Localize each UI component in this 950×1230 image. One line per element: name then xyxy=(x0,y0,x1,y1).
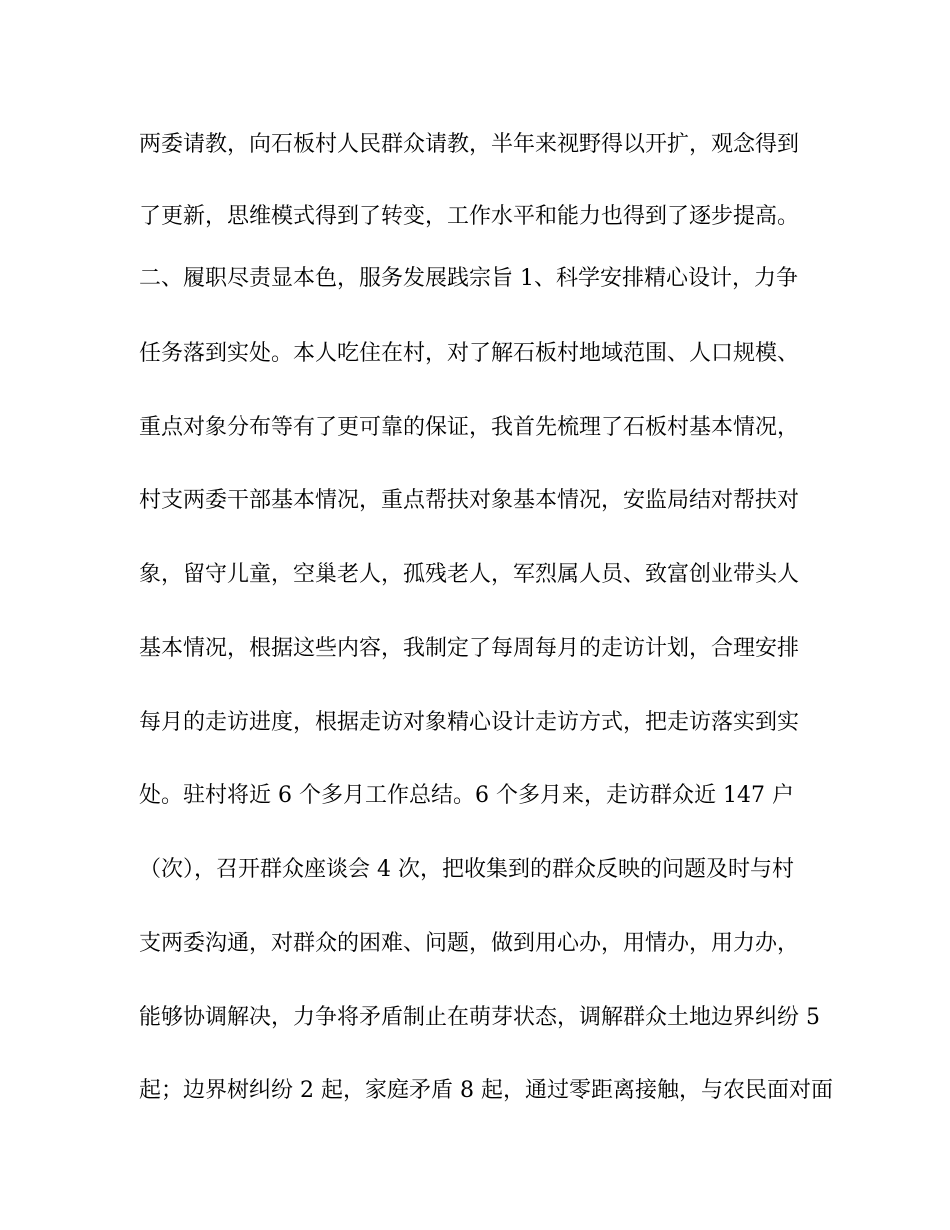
text-line-8: 基本情况，根据这些内容，我制定了每周每月的走访计划，合理安排 xyxy=(139,636,800,661)
text-line-2: 了更新，思维模式得到了转变，工作水平和能力也得到了逐步提高。 xyxy=(139,204,800,229)
text-line-12: 支两委沟通，对群众的困难、问题，做到用心办，用情办，用力办， xyxy=(139,931,800,956)
text-line-14: 起；边界树纠纷 2 起，家庭矛盾 8 起，通过零距离接触，与农民面对面 xyxy=(139,1078,833,1103)
text-line-13: 能够协调解决，力争将矛盾制止在萌芽状态，调解群众土地边界纠纷 5 xyxy=(139,1005,820,1030)
text-line-3: 二、履职尽责显本色，服务发展践宗旨 1、科学安排精心设计，力争 xyxy=(139,266,798,291)
text-line-10: 处。驻村将近 6 个多月工作总结。6 个多月来，走访群众近 147 户 xyxy=(139,783,794,808)
text-line-9: 每月的走访进度，根据走访对象精心设计走访方式，把走访落实到实 xyxy=(139,710,800,735)
text-line-4: 任务落到实处。本人吃住在村，对了解石板村地域范围、人口规模、 xyxy=(139,341,800,366)
text-line-5: 重点对象分布等有了更可靠的保证，我首先梳理了石板村基本情况， xyxy=(139,415,800,440)
text-line-6: 村支两委干部基本情况，重点帮扶对象基本情况，安监局结对帮扶对 xyxy=(139,488,800,513)
text-line-1: 两委请教，向石板村人民群众请教，半年来视野得以开扩，观念得到 xyxy=(139,132,800,157)
text-line-7: 象，留守儿童，空巢老人，孤残老人，军烈属人员、致富创业带头人 xyxy=(139,562,800,587)
text-line-11: （次），召开群众座谈会 4 次，把收集到的群众反映的问题及时与村 xyxy=(139,857,794,882)
